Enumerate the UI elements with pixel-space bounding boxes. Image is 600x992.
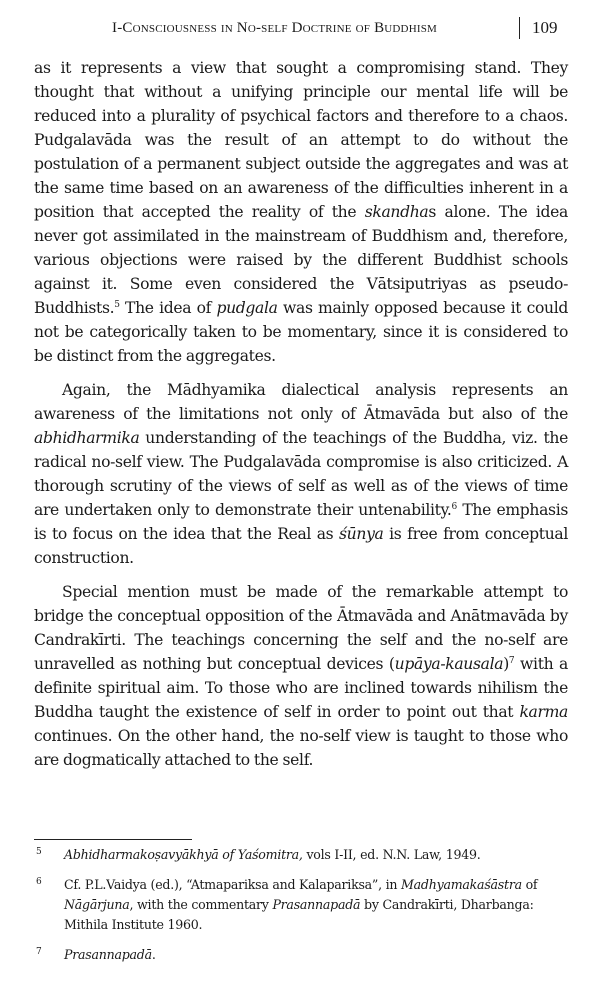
text-span: ) <box>503 655 509 673</box>
text-span: . <box>151 947 156 962</box>
text-span: Cf. P.L.Vaidya (ed.), “Atmapariksa and Kalapariksa”, in <box>64 877 402 892</box>
italic-term: Madhyamakaśāstra <box>401 877 522 892</box>
footnote-ref-7[interactable]: 7 <box>508 655 515 666</box>
footnotes <box>36 845 568 975</box>
footnote-number: 7 <box>36 947 42 957</box>
paragraph-2 <box>34 378 568 570</box>
text-span: is free from conceptual construction. <box>34 525 569 567</box>
italic-term: Nāgārjuna <box>64 897 130 912</box>
text-span: was mainly opposed because it could not be categorically taken to be momentary, since it is considered to be distinct from the aggregates. <box>34 299 568 365</box>
footnote-6 <box>36 875 568 935</box>
text-span: with a definite spiritual aim. To those who are inclined towards nihilism the Buddha taught the existence of self in order to point out that <box>34 655 568 721</box>
page-header <box>0 14 600 44</box>
italic-term: upāya-kausala <box>394 655 504 673</box>
italic-term: Prasannapadā <box>272 897 361 912</box>
footnote-divider <box>34 839 192 840</box>
text-span: understanding of the teachings of the Buddha, viz. the radical no-self view. The Pudgalavāda compromise is also criticized. A thorough scrutiny of the views of self as well as of the views of time are undertaken only to demonstrate their untenability. <box>34 429 568 519</box>
italic-term: pudgala <box>216 299 278 317</box>
text-span: , with the commentary <box>129 897 273 912</box>
italic-term: abhidharmika <box>34 429 140 447</box>
italic-term: Abhidharmakoṣavyākhyā of Yaśomitra, <box>64 847 303 862</box>
footnote-ref-6[interactable]: 6 <box>451 501 457 512</box>
text-span: as it represents a view that sought a compromising stand. They thought that without a unifying principle our mental life will be reduced into a plurality of psychical factors and therefore to a chaos. Pudgalavāda was the result of an attempt to do without the postulation of a permanent subject outside the aggregates and was at the same time based on an awareness of the difficulties inherent in a position that accepted the reality of the <box>34 59 568 221</box>
footnote-5 <box>36 845 568 865</box>
paragraph-1 <box>34 56 568 368</box>
text-span: vols I-II, ed. N.N. Law, 1949. <box>302 847 481 862</box>
body-text <box>34 56 568 782</box>
text-span: Again, the Mādhyamika dialectical analysis represents an awareness of the limitations not only of Ātmavāda but also of the <box>34 381 568 423</box>
text-span: Special mention must be made of the remarkable attempt to bridge the conceptual opposition of the Ātmavāda and Anātmavāda by Candrakīrti. The teachings concerning the self and the no-self are unravelled as nothing but conceptual devices ( <box>34 583 568 673</box>
text-span: of <box>521 877 538 892</box>
header-divider <box>519 17 520 39</box>
text-span: The idea of <box>119 299 217 317</box>
footnote-number: 6 <box>36 877 42 887</box>
footnote-7 <box>36 945 568 965</box>
italic-term: karma <box>519 703 568 721</box>
text-span: The emphasis is to focus on the idea that the Real as <box>34 501 568 543</box>
italic-term: śūnya <box>339 525 384 543</box>
text-span: s alone. The idea never got assimilated in the mainstream of Buddhism and, therefore, various objections were raised by the different Buddhist schools against it. Some even considered the Vātsiputriyas as pseudo-Buddhists. <box>34 203 568 317</box>
footnote-number: 5 <box>36 847 42 857</box>
italic-term: skandha <box>364 203 429 221</box>
footnote-ref-5[interactable]: 5 <box>114 299 120 310</box>
text-span: by Candrakīrti, Dharbanga: Mithila Institute 1960. <box>64 897 534 932</box>
italic-term: Prasannapadā <box>64 947 152 962</box>
text-span: continues. On the other hand, the no-self view is taught to those who are dogmatically attached to the self. <box>34 727 568 769</box>
page-number: 109 <box>532 18 558 37</box>
running-title: I-Consciousness in No-self Doctrine of Buddhism <box>112 20 438 36</box>
paragraph-3 <box>34 580 568 772</box>
